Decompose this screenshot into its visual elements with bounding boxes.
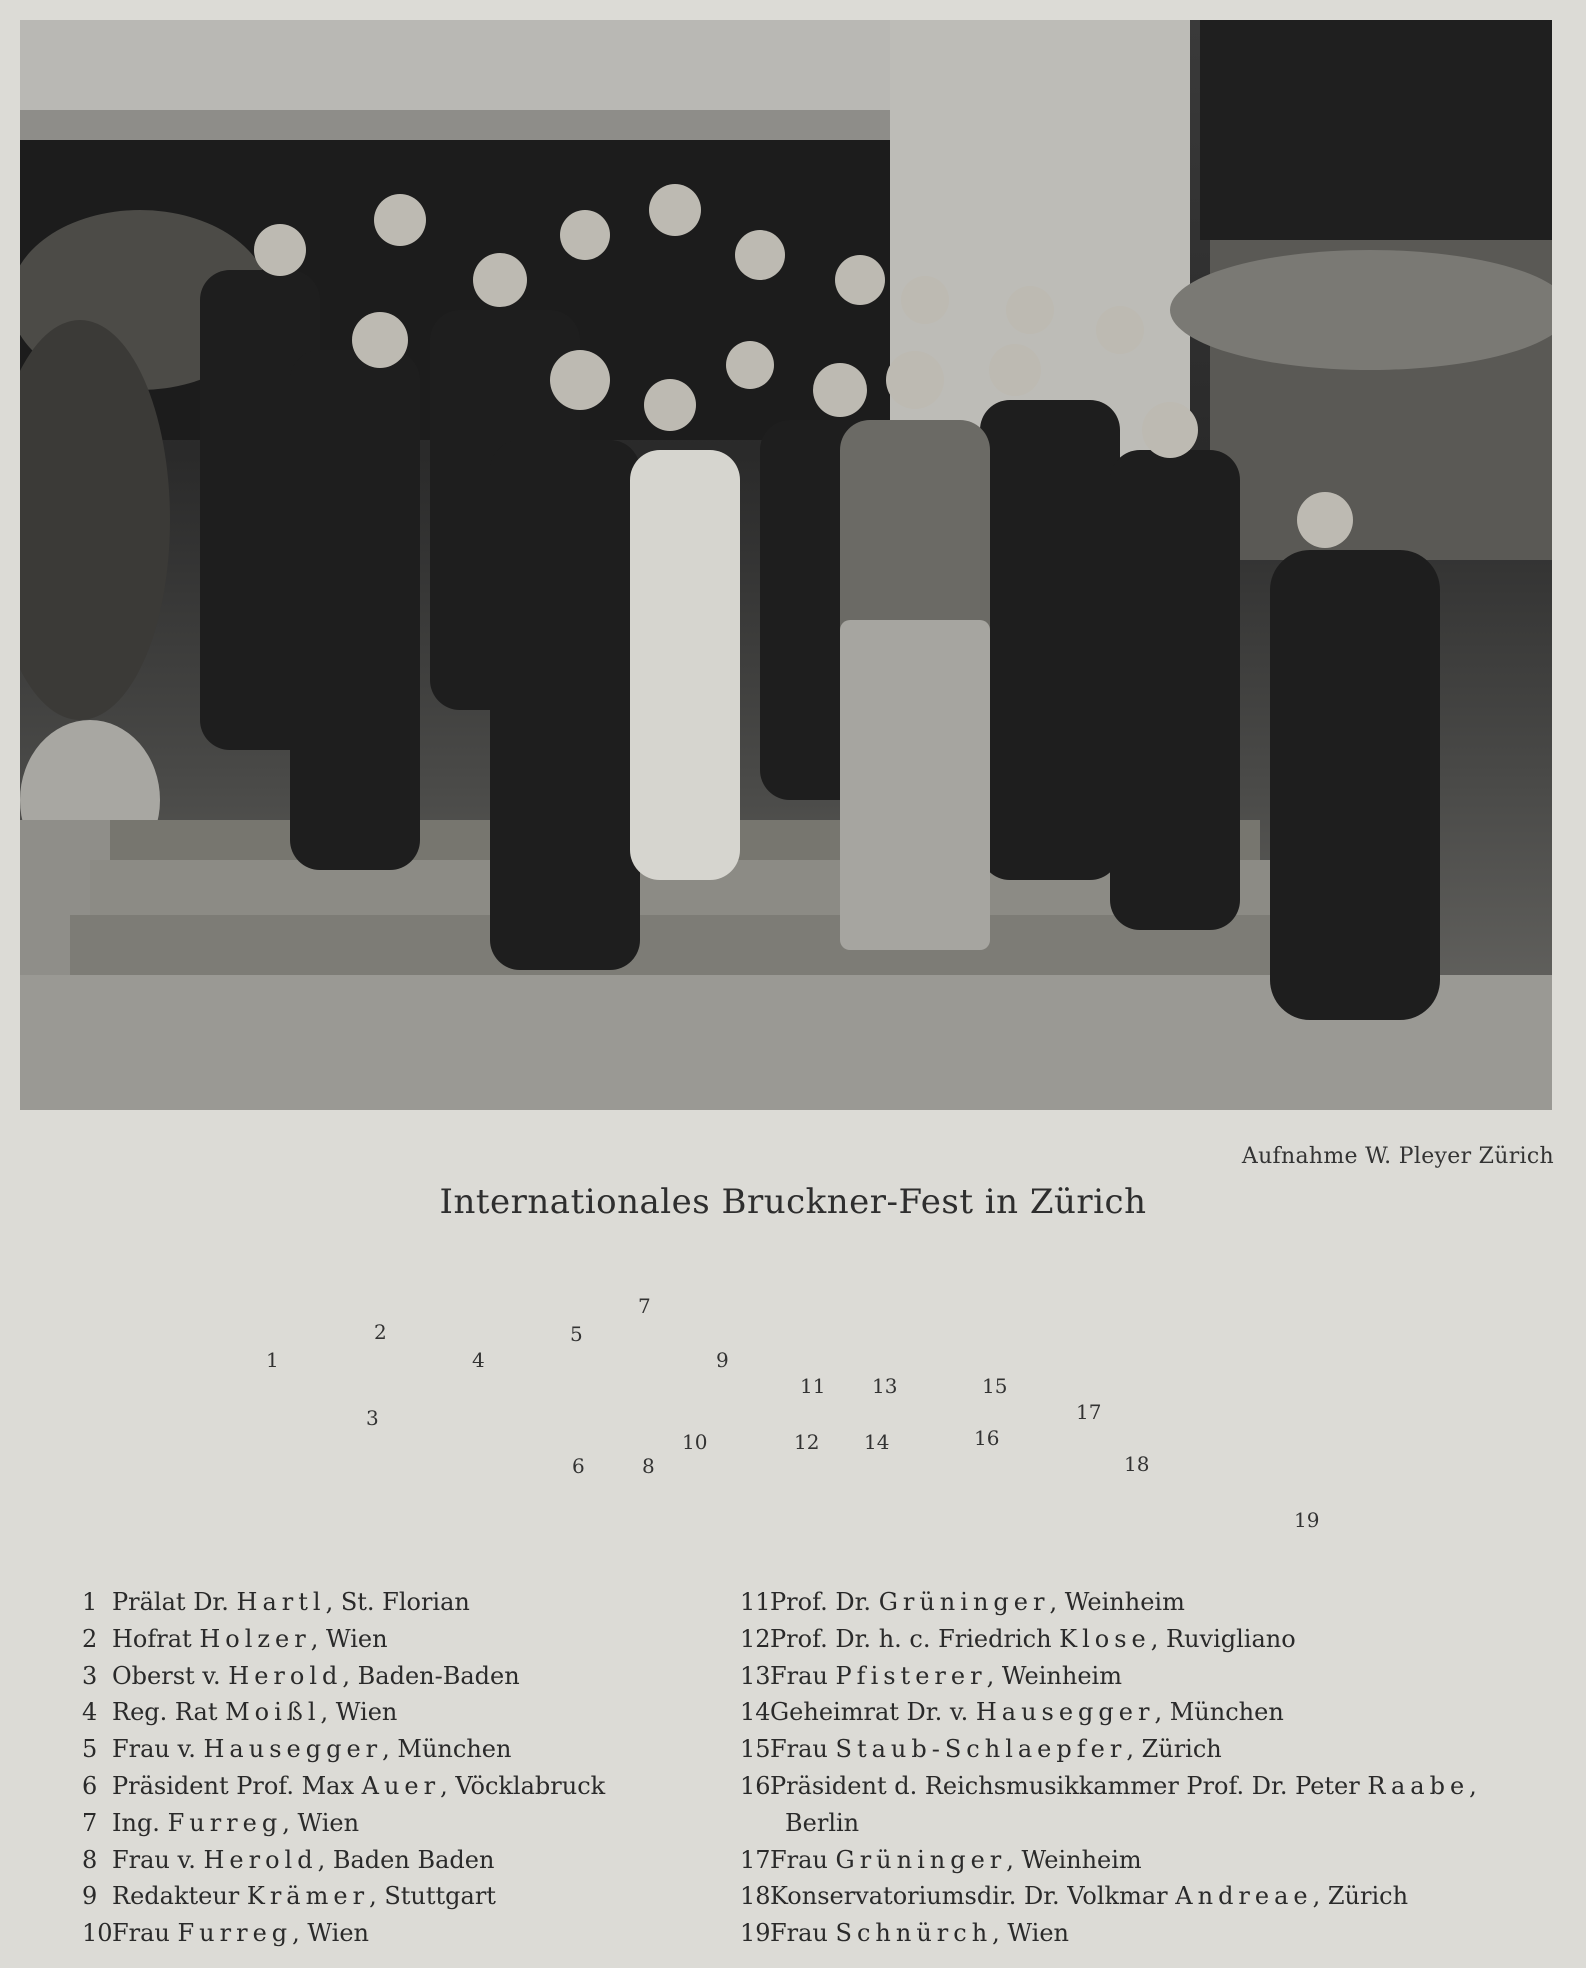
group-photo	[20, 20, 1552, 1110]
legend-entry: 19Frau Schnürch, Wien	[740, 1919, 1069, 1948]
legend-entry: 7 Ing. Furreg, Wien	[82, 1808, 360, 1837]
legend-entry: 13Frau Pfisterer, Weinheim	[740, 1661, 1122, 1690]
legend-entry: 15Frau Staub-Schlaepfer, Zürich	[740, 1735, 1222, 1764]
key-number: 8	[642, 1454, 655, 1478]
legend-entry: 4 Reg. Rat Moißl, Wien	[82, 1698, 398, 1727]
key-number: 14	[864, 1430, 890, 1454]
key-number: 13	[872, 1374, 898, 1398]
legend-entry: 14Geheimrat Dr. v. Hausegger, München	[740, 1698, 1284, 1727]
legend-left-column	[82, 1584, 722, 1952]
legend-entry: 11Prof. Dr. Grüninger, Weinheim	[740, 1588, 1185, 1616]
legend-entry-continuation: Berlin	[785, 1808, 860, 1837]
photo-credit: Aufnahme W. Pleyer Zürich	[1241, 1144, 1554, 1169]
key-number: 17	[1076, 1400, 1102, 1424]
key-number: 16	[974, 1426, 1000, 1450]
legend-entry: 5 Frau v. Hausegger, München	[82, 1735, 512, 1764]
legend-entry: 2 Hofrat Holzer, Wien	[82, 1624, 388, 1653]
key-number: 12	[794, 1430, 820, 1454]
legend-entry: 12Prof. Dr. h. c. Friedrich Klose, Ruvigliano	[740, 1624, 1296, 1653]
legend-entry: 6 Präsident Prof. Max Auer, Vöcklabruck	[82, 1771, 606, 1800]
key-number: 9	[716, 1348, 729, 1372]
key-number: 15	[982, 1374, 1008, 1398]
legend-entry: 18Konservatoriumsdir. Dr. Volkmar Andreae, Zürich	[740, 1882, 1409, 1911]
key-number: 18	[1124, 1452, 1150, 1476]
legend-entry: 16Präsident d. Reichsmusikkammer Prof. Dr. Peter Raabe,	[740, 1771, 1477, 1800]
key-number: 2	[374, 1320, 387, 1344]
key-number: 19	[1294, 1508, 1320, 1532]
legend-entry: 10Frau Furreg, Wien	[82, 1919, 369, 1948]
legend-entry: 8 Frau v. Herold, Baden Baden	[82, 1845, 495, 1874]
key-number: 3	[366, 1406, 379, 1430]
key-number: 11	[800, 1374, 826, 1398]
legend-entry: 17Frau Grüninger, Weinheim	[740, 1845, 1142, 1874]
page-title: Internationales Bruckner-Fest in Zürich	[439, 1182, 1147, 1222]
legend-entry: 9 Redakteur Krämer, Stuttgart	[82, 1882, 496, 1911]
key-number: 1	[266, 1348, 279, 1372]
key-number: 10	[682, 1430, 708, 1454]
group-photo-image	[20, 20, 1552, 1110]
legend-entry: 1 Prälat Dr. Hartl, St. Florian	[82, 1588, 470, 1616]
key-number: 5	[570, 1322, 583, 1346]
key-number: 7	[638, 1294, 651, 1318]
key-number: 6	[572, 1454, 585, 1478]
legend-entry: 3 Oberst v. Herold, Baden-Baden	[82, 1661, 520, 1690]
key-number: 4	[472, 1348, 485, 1372]
legend-right-column	[740, 1584, 1560, 1952]
